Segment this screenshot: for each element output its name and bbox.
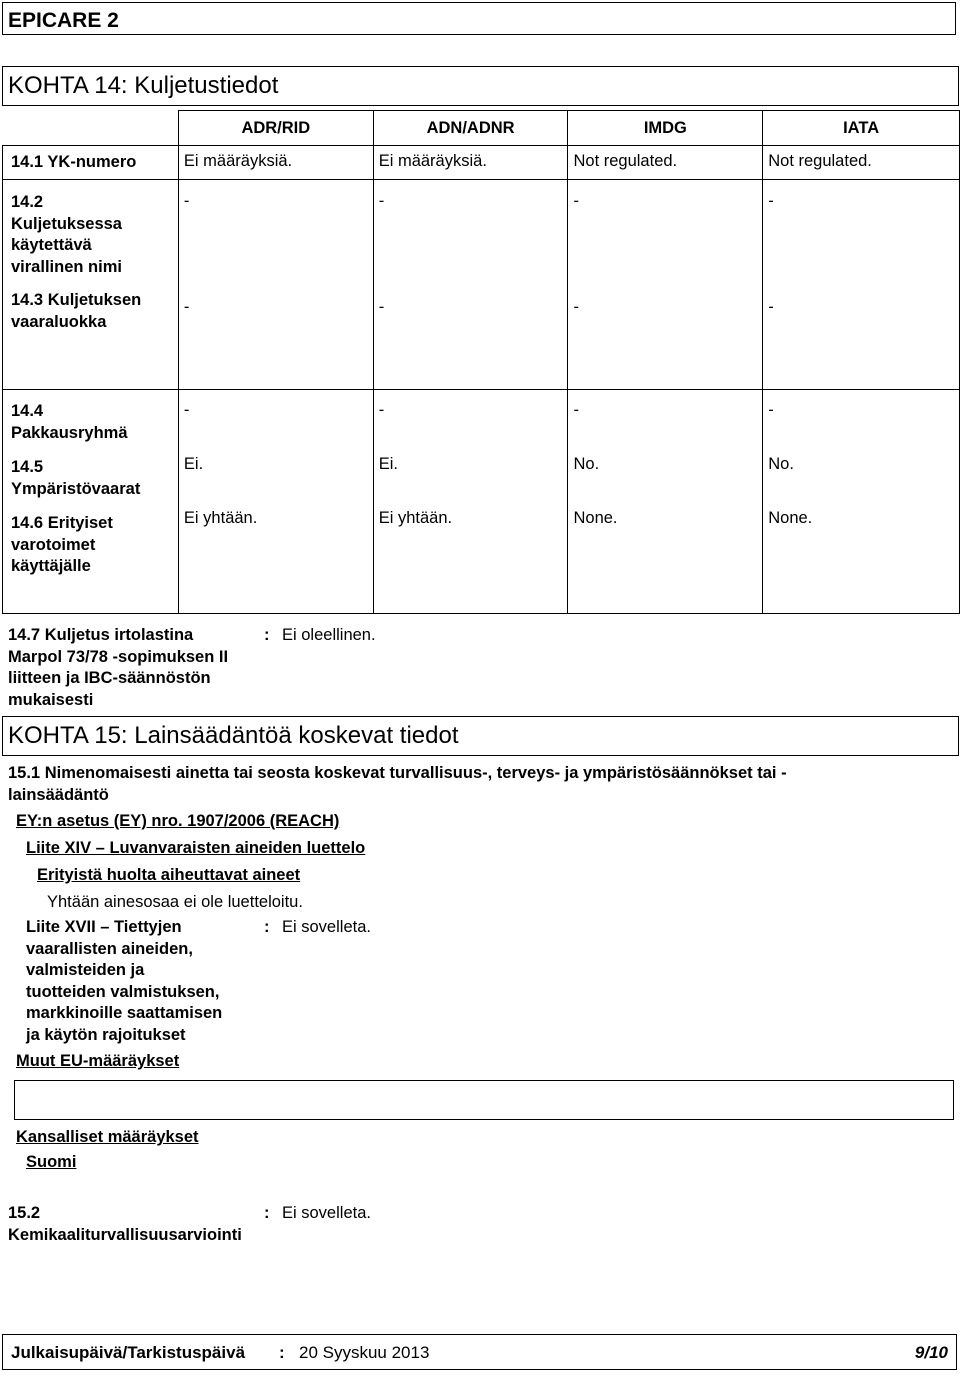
section-15-header [2,716,959,756]
row-label-line: 14.5 [11,458,44,476]
row-label-line: 14.2 [11,193,44,211]
table-cell: - [378,298,385,316]
svhc-heading: Erityistä huolta aiheuttavat aineet [37,866,301,884]
section-15-2-label [8,1203,258,1246]
row-label-group [3,390,179,614]
column-header: ADR/RID [178,111,373,146]
table-cell: - [183,192,190,210]
label-line: Marpol 73/78 -sopimuksen II [8,647,229,666]
document-footer [2,1334,957,1370]
national-heading: Kansalliset määräykset [16,1128,199,1146]
table-cell: Ei yhtään. [183,509,258,527]
footer-colon: : [279,1343,285,1362]
finland-heading: Suomi [26,1153,77,1171]
other-eu-heading: Muut EU-määräykset [16,1052,180,1070]
row-label-line: virallinen nimi [11,257,122,276]
label-line: Kemikaaliturvallisuusarviointi [8,1225,242,1244]
row-label-line: Ympäristövaarat [11,479,141,498]
section-15-title: KOHTA 15: Lainsäädäntöä koskevat tiedot [8,722,459,749]
footer-date-label: Julkaisupäivä/Tarkistuspäivä [11,1343,246,1362]
row-label-line: Pakkausryhmä [11,423,128,442]
table-cell-group [178,390,373,614]
annex-xvii-label [26,917,256,1046]
footer-date: 20 Syyskuu 2013 [299,1343,430,1362]
section-14-title: KOHTA 14: Kuljetustiedot [8,72,279,99]
other-eu-box [14,1080,954,1120]
table-header-row [3,111,960,146]
label-line: liitteen ja IBC-säännöstön [8,669,211,687]
table-cell: No. [768,455,794,473]
annex-xvii-colon: : [264,918,270,936]
label-line: vaarallisten aineiden, [26,939,193,958]
table-row-group [3,390,960,614]
label-line: 15.2 [8,1204,41,1222]
table-cell-group [568,180,763,390]
table-corner [3,111,179,146]
label-line: markkinoille saattamisen [26,1004,223,1022]
table-cell-group [178,180,373,390]
section-15-2-colon: : [264,1204,270,1222]
table-cell: - [768,401,774,419]
bulk-transport-value: Ei oleellinen. [282,626,376,644]
row-label-group [3,180,179,390]
table-cell-group [763,390,960,614]
label-line: ja käytön rajoitukset [26,1025,186,1044]
row-label-line: varotoimet [11,535,96,554]
reach-heading: EY:n asetus (EY) nro. 1907/2006 (REACH) [16,812,340,830]
label-line: valmisteiden ja [26,961,145,979]
table-cell-group [373,180,568,390]
table-cell-group [763,180,960,390]
label-line: tuotteiden valmistuksen, [26,982,220,1001]
label-line: Liite XVII – Tiettyjen [26,918,182,936]
table-cell: Ei. [378,455,398,473]
heading-line: lainsäädäntö [8,785,109,804]
table-cell: - [573,298,579,316]
row-label: 14.1 YK-numero [3,146,179,180]
table-cell: None. [768,509,813,527]
row-label-line: 14.4 [11,402,44,420]
column-header: ADN/ADNR [373,111,568,146]
transport-table [2,110,960,614]
row-label-line: käytettävä [11,236,92,254]
label-line: mukaisesti [8,690,94,709]
table-cell-group [373,390,568,614]
row-label-line: 14.3 Kuljetuksen [11,291,142,309]
table-cell: No. [573,455,600,473]
document-header [2,2,956,35]
row-label-line: käyttäjälle [11,557,91,575]
section-14-header [2,66,959,106]
table-cell: Not regulated. [568,146,763,180]
table-cell: - [183,401,190,419]
table-row [3,146,960,180]
row-label-line: 14.6 Erityiset [11,514,113,532]
table-cell: - [573,401,579,419]
table-row-group [3,180,960,390]
table-cell: - [768,298,774,316]
table-cell: Ei yhtään. [378,509,453,527]
column-header: IMDG [568,111,763,146]
column-header: IATA [763,111,960,146]
table-cell: Ei määräyksiä. [373,146,568,180]
bulk-transport-colon: : [264,626,270,644]
heading-line: 15.1 Nimenomaisesti ainetta tai seosta koskevat turvallisuus-, terveys- ja ympäristösäännökset tai - [8,764,787,782]
svhc-note: Yhtään ainesosaa ei ole luetteloitu. [47,893,303,911]
table-cell: - [378,192,385,210]
bulk-transport-label [8,625,258,711]
table-cell: - [573,192,579,210]
table-cell: Ei määräyksiä. [178,146,373,180]
section-15-1-heading [8,763,953,806]
table-cell: - [183,298,190,316]
table-cell: Not regulated. [763,146,960,180]
page-number: 9/10 [914,1343,948,1362]
table-cell: - [378,401,385,419]
table-cell: Ei. [183,455,204,473]
annex-xiv-heading: Liite XIV – Luvanvaraisten aineiden luettelo [26,839,366,857]
table-cell-group [568,390,763,614]
table-cell: - [768,192,774,210]
product-name: EPICARE 2 [8,9,119,32]
row-label-line: Kuljetuksessa [11,214,122,233]
row-label-line: vaaraluokka [11,312,107,331]
annex-xvii-value: Ei sovelleta. [282,918,371,936]
table-cell: None. [573,509,618,527]
section-15-2-value: Ei sovelleta. [282,1204,371,1222]
label-line: 14.7 Kuljetus irtolastina [8,626,194,644]
